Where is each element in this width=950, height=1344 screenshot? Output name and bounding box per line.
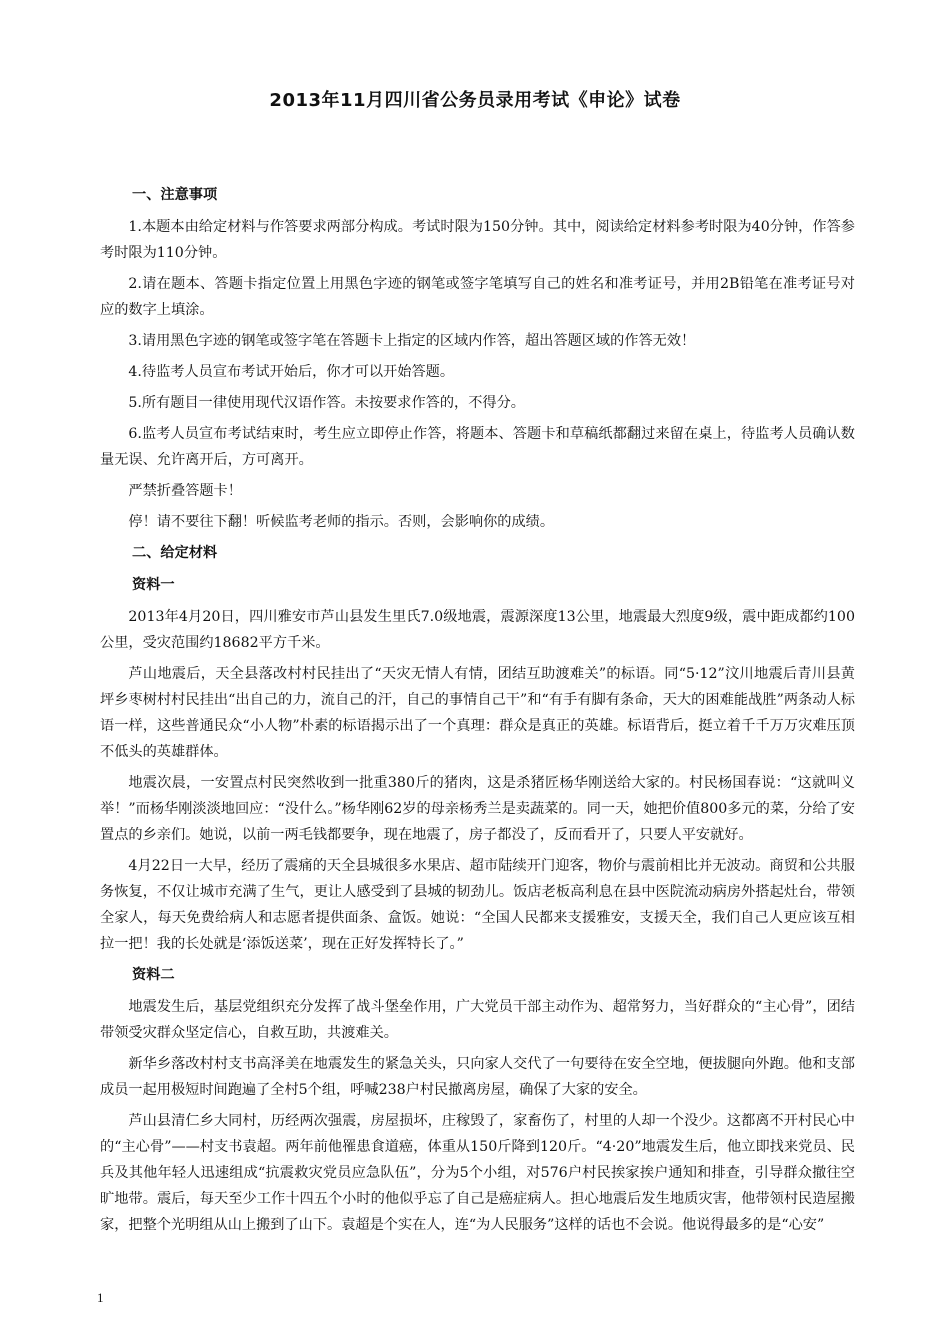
document-title: 2013年11月四川省公务员录用考试《申论》试卷: [269, 90, 681, 111]
material-paragraph: 芦山县清仁乡大同村，历经两次强震，房屋损坏，庄稼毁了，家畜伤了，村里的人却一个没少。这都离不开村民心中的“主心骨”——村支书袁超。两年前他罹患食道癌，体重从150斤降到120斤。“4·20”地震发生后，他立即找来党员、民兵及其他年轻人迅速组成“抗震救灾党员应急队伍”，分为5个小组，对576户村民挨家挨户通知和排查，引导群众撤往空旷地带。震后，每天至少工作十四五个小时的他似乎忘了自己是癌症病人。担心地震后发生地质灾害，他带领村民造屋搬家，把整个光明组从山上搬到了山下。袁超是个实在人，连“为人民服务”这样的话也不会说。他说得最多的是“心安”: [100, 1113, 855, 1233]
material-paragraph: 4月22日一大早，经历了震痛的天全县城很多水果店、超市陆续开门迎客，物价与震前相比并无波动。商贸和公共服务恢复，不仅让城市充满了生气，更让人感受到了县城的韧劲儿。饭店老板高利息在县中医院流动病房外搭起灶台，带领全家人，每天免费给病人和志愿者提供面条、盒饭。她说：“全国人民都来支援雅安，支援天全，我们自己人更应该互相拉一把！我的长处就是‘添饭送菜’，现在正好发挥特长了。”: [100, 858, 855, 952]
notice-item: 1.本题本由给定材料与作答要求两部分构成。考试时限为150分钟。其中，阅读给定材料参考时限为40分钟，作答参考时限为110分钟。: [100, 219, 855, 261]
material-paragraph: 新华乡落改村村支书高泽美在地震发生的紧急关头，只向家人交代了一句要待在安全空地，便拔腿向外跑。他和支部成员一起用极短时间跑遍了全村5个组，呼喊238户村民撤离房屋，确保了大家的安全。: [100, 1056, 855, 1098]
material-paragraph: 芦山地震后，天全县落改村村民挂出了“天灾无情人有情，团结互助渡难关”的标语。同“5·12”汶川地震后青川县黄坪乡枣树村村民挂出“出自己的力，流自己的汗，自己的事情自己干”和“有手有脚有条命，天大的困难能战胜”两条动人标语一样，这些普通民众“小人物”朴素的标语揭示出了一个真理：群众是真正的英雄。标语背后，挺立着千千万万灾难压顶不低头的英雄群体。: [100, 666, 855, 760]
notice-warning: 严禁折叠答题卡！: [128, 483, 242, 499]
material-heading: 资料一: [132, 577, 175, 593]
section-heading-notes: 一、注意事项: [132, 187, 218, 203]
notice-item: 5.所有题目一律使用现代汉语作答。未按要求作答的，不得分。: [128, 395, 525, 411]
notice-item: 3.请用黑色字迹的钢笔或签字笔在答题卡上指定的区域内作答，超出答题区域的作答无效！: [128, 333, 696, 349]
material-paragraph: 2013年4月20日，四川雅安市芦山县发生里氏7.0级地震，震源深度13公里，地震最大烈度9级，震中距成都约100公里，受灾范围约18682平方千米。: [100, 609, 855, 651]
material-paragraph: 地震次晨，一安置点村民突然收到一批重380斤的猪肉，这是杀猪匠杨华刚送给大家的。村民杨国春说：“这就叫义举！”而杨华刚淡淡地回应：“没什么。”杨华刚62岁的母亲杨秀兰是卖蔬菜的。同一天，她把价值800多元的菜，分给了安置点的乡亲们。她说，以前一两毛钱都要争，现在地震了，房子都没了，反而看开了，只要人平安就好。: [100, 775, 855, 843]
section-heading-materials: 二、给定材料: [132, 545, 218, 561]
material-paragraph: 地震发生后，基层党组织充分发挥了战斗堡垒作用，广大党员干部主动作为、超常努力，当好群众的“主心骨”，团结带领受灾群众坚定信心，自救互助，共渡难关。: [100, 999, 855, 1041]
document-body: [100, 182, 855, 1243]
notice-warning: 停！请不要往下翻！听候监考老师的指示。否则，会影响你的成绩。: [128, 514, 555, 530]
material-heading: 资料二: [132, 967, 175, 983]
notice-item: 2.请在题本、答题卡指定位置上用黑色字迹的钢笔或签字笔填写自己的姓名和准考证号，并用2B铅笔在准考证号对应的数字上填涂。: [100, 276, 855, 318]
notice-item: 4.待监考人员宣布考试开始后，你才可以开始答题。: [128, 364, 455, 380]
page-number: 1: [97, 1290, 104, 1305]
notice-item: 6.监考人员宣布考试结束时，考生应立即停止作答，将题本、答题卡和草稿纸都翻过来留在桌上，待监考人员确认数量无误、允许离开后，方可离开。: [100, 426, 855, 468]
